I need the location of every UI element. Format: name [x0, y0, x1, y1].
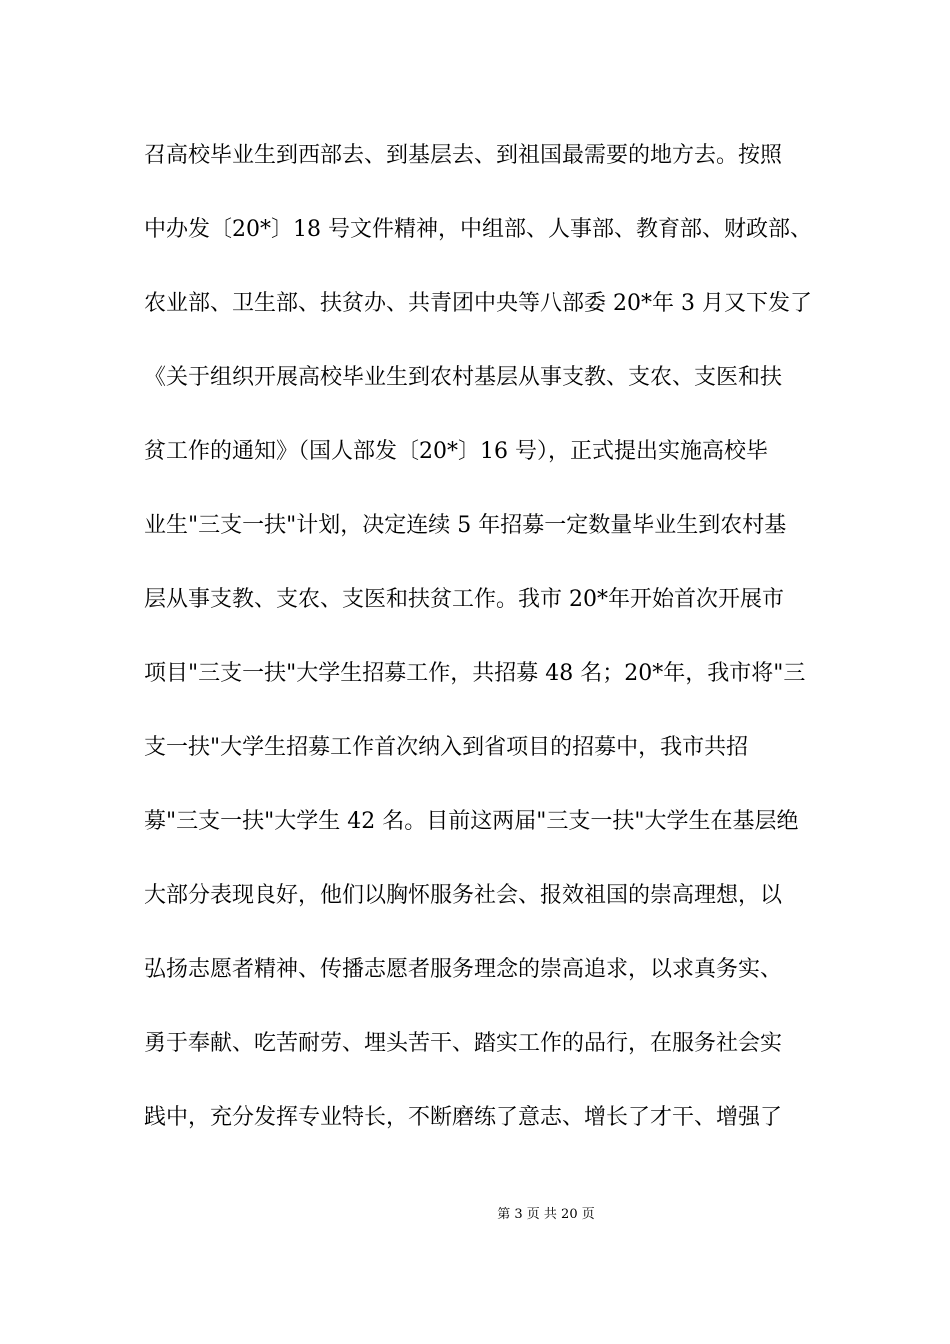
page-number-footer: 第 3 页 共 20 页 — [497, 1207, 595, 1222]
text-line: 农业部、卫生部、扶贫办、共青团中央等八部委 20*年 3 月又下发了 — [144, 291, 812, 316]
text-line: 贫工作的通知》（国人部发〔20*〕16 号），正式提出实施高校毕 — [144, 439, 768, 464]
text-line: 勇于奉献、吃苦耐劳、埋头苦干、踏实工作的品行，在服务社会实 — [144, 1031, 783, 1056]
text-line: 大部分表现良好，他们以胸怀服务社会、报效祖国的崇高理想，以 — [144, 883, 783, 908]
text-line: 业生"三支一扶"计划，决定连续 5 年招募一定数量毕业生到农村基 — [144, 513, 787, 538]
text-line: 《关于组织开展高校毕业生到农村基层从事支教、支农、支医和扶 — [144, 365, 783, 390]
text-line: 召高校毕业生到西部去、到基层去、到祖国最需要的地方去。按照 — [144, 143, 783, 168]
text-line: 层从事支教、支农、支医和扶贫工作。我市 20*年开始首次开展市 — [144, 587, 784, 612]
text-line: 践中，充分发挥专业特长，不断磨练了意志、增长了才干、增强了 — [144, 1105, 783, 1130]
text-line: 弘扬志愿者精神、传播志愿者服务理念的崇高追求，以求真务实、 — [144, 957, 783, 982]
text-line: 中办发〔20*〕18 号文件精神，中组部、人事部、教育部、财政部、 — [144, 217, 812, 242]
body-paragraph — [144, 136, 814, 1172]
text-line: 项目"三支一扶"大学生招募工作，共招募 48 名；20*年，我市将"三 — [144, 661, 806, 686]
text-line: 支一扶"大学生招募工作首次纳入到省项目的招募中，我市共招 — [144, 735, 749, 760]
text-line: 募"三支一扶"大学生 42 名。目前这两届"三支一扶"大学生在基层绝 — [144, 809, 799, 834]
